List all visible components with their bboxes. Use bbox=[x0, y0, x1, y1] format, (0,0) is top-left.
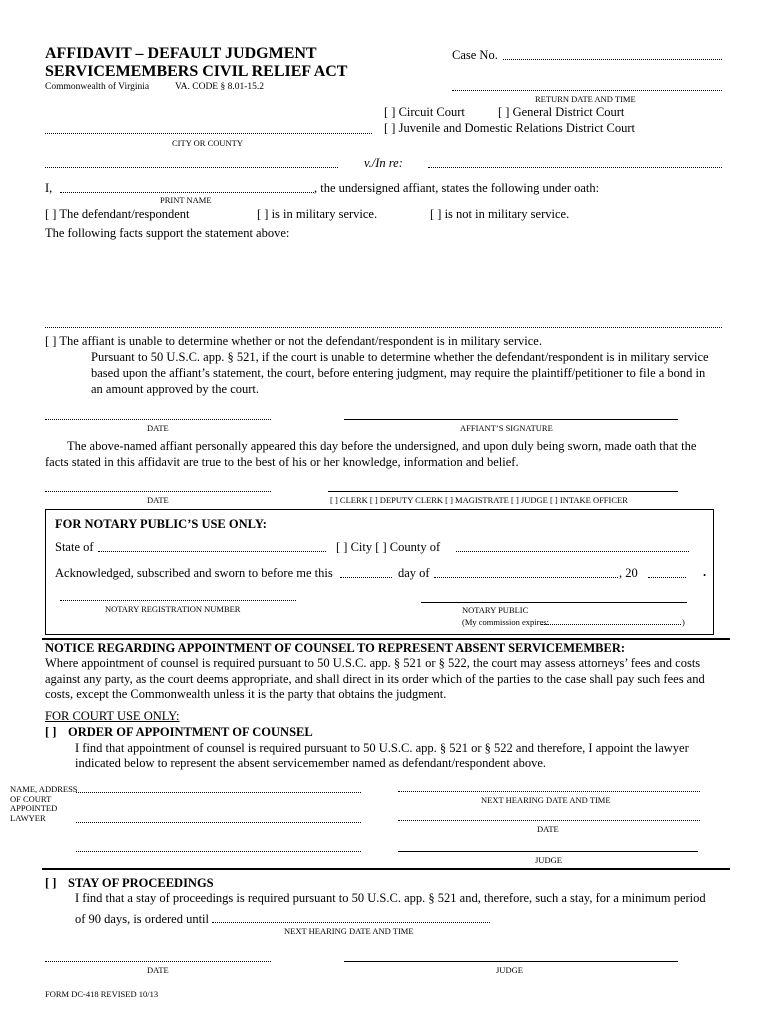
sworn-text-line1: The above-named affiant personally appeared this day before the undersigned, and upon duly being sworn, made oath that the bbox=[67, 439, 697, 453]
order-checkbox[interactable]: [ ] bbox=[45, 725, 57, 739]
affiant-signature-label: AFFIANT’S SIGNATURE bbox=[460, 423, 553, 433]
general-district-court-checkbox[interactable]: [ ] General District Court bbox=[498, 105, 625, 119]
commission-expires-field[interactable] bbox=[541, 624, 681, 625]
pursuant-text-line3: an amount approved by the court. bbox=[91, 382, 260, 396]
not-in-military-checkbox[interactable]: [ ] is not in military service. bbox=[430, 207, 570, 221]
day-of-label: day of bbox=[398, 566, 430, 580]
pursuant-text-line1: Pursuant to 50 U.S.C. app. § 521, if the court is unable to determine whether the defendant/respondent is in military service bbox=[91, 350, 709, 364]
notice-line3: costs, except the Commonwealth unless it is the party that obtains the judgment. bbox=[45, 687, 447, 701]
officer-signature-field[interactable] bbox=[328, 491, 678, 492]
return-date-label: RETURN DATE AND TIME bbox=[535, 94, 636, 104]
notary-public-label: NOTARY PUBLIC bbox=[462, 605, 529, 615]
facts-field[interactable] bbox=[45, 327, 722, 328]
pursuant-text-line2: based upon the affiant’s statement, the court, before entering judgment, may require the plaintiff/petitioner to file a bond in bbox=[91, 366, 706, 380]
court-use-heading: FOR COURT USE ONLY: bbox=[45, 709, 180, 723]
stay-line1: I find that a stay of proceedings is required pursuant to 50 U.S.C. app. § 521 and, therefore, such a stay, for a minimum period bbox=[75, 891, 706, 905]
notary-registration-field[interactable] bbox=[60, 600, 296, 601]
next-hearing-label: NEXT HEARING DATE AND TIME bbox=[481, 795, 611, 805]
form-title-line2: SERVICEMEMBERS CIVIL RELIEF ACT bbox=[45, 63, 348, 80]
city-county-field[interactable] bbox=[45, 133, 372, 134]
commission-close: ) bbox=[682, 617, 685, 627]
order-judge-label: JUDGE bbox=[535, 855, 562, 865]
vs-label: v./In re: bbox=[364, 156, 403, 170]
affidavit-date-field[interactable] bbox=[45, 419, 271, 420]
notary-signature-field[interactable] bbox=[421, 602, 687, 603]
sworn-date-label: DATE bbox=[147, 495, 169, 505]
officer-options[interactable]: [ ] CLERK [ ] DEPUTY CLERK [ ] MAGISTRATE [ ] JUDGE [ ] INTAKE OFFICER bbox=[330, 495, 628, 505]
affiant-statement: , the undersigned affiant, states the following under oath: bbox=[314, 181, 600, 195]
defendant-respondent-checkbox[interactable]: [ ] The defendant/respondent bbox=[45, 207, 190, 221]
order-line1: I find that appointment of counsel is required pursuant to 50 U.S.C. app. § 521 or § 522 and therefore, I appoint the lawyer bbox=[75, 741, 689, 755]
order-judge-signature-field[interactable] bbox=[398, 851, 698, 852]
city-county-label: CITY OR COUNTY bbox=[172, 138, 243, 148]
stay-judge-signature-field[interactable] bbox=[344, 961, 678, 962]
form-title-line1: AFFIDAVIT – DEFAULT JUDGMENT bbox=[45, 45, 317, 62]
notice-heading: NOTICE REGARDING APPOINTMENT OF COUNSEL TO REPRESENT ABSENT SERVICEMEMBER: bbox=[45, 641, 626, 655]
county-field[interactable] bbox=[456, 551, 689, 552]
plaintiff-field[interactable] bbox=[45, 167, 338, 168]
year-field[interactable] bbox=[648, 577, 686, 578]
notice-line1: Where appointment of counsel is required pursuant to 50 U.S.C. app. § 521 or § 522, the court may assess attorneys’ fees and costs bbox=[45, 656, 701, 670]
order-heading: ORDER OF APPOINTMENT OF COUNSEL bbox=[68, 725, 313, 739]
stay-judge-label: JUDGE bbox=[496, 965, 523, 975]
in-military-checkbox[interactable]: [ ] is in military service. bbox=[257, 207, 378, 221]
day-field[interactable] bbox=[340, 577, 392, 578]
affidavit-date-label: DATE bbox=[147, 423, 169, 433]
commission-label: (My commission expires: bbox=[462, 617, 549, 627]
unable-determine-checkbox[interactable]: [ ] The affiant is unable to determine whether or not the defendant/respondent is in military service. bbox=[45, 334, 542, 348]
notice-divider bbox=[42, 638, 730, 640]
case-no-field[interactable] bbox=[503, 59, 722, 60]
period-mark: . bbox=[703, 565, 707, 579]
juvenile-court-checkbox[interactable]: [ ] Juvenile and Domestic Relations District Court bbox=[384, 121, 635, 135]
order-line2: indicated below to represent the absent servicemember named as defendant/respondent above. bbox=[75, 756, 546, 770]
stay-divider bbox=[42, 868, 730, 870]
year-prefix-label: , 20 bbox=[619, 566, 638, 580]
lawyer-address-field-2[interactable] bbox=[76, 851, 361, 852]
stay-line2: of 90 days, is ordered until bbox=[75, 912, 210, 926]
stay-until-field[interactable] bbox=[212, 922, 490, 923]
city-county-checkbox[interactable]: [ ] City [ ] County of bbox=[336, 540, 441, 554]
order-date-field[interactable] bbox=[398, 820, 700, 821]
state-of-label: State of bbox=[55, 540, 94, 554]
sworn-date-field[interactable] bbox=[45, 491, 271, 492]
circuit-court-checkbox[interactable]: [ ] Circuit Court bbox=[384, 105, 465, 119]
lawyer-address-field[interactable] bbox=[76, 822, 361, 823]
facts-support-label: The following facts support the statement above: bbox=[45, 226, 290, 240]
lawyer-label: NAME, ADDRESS OF COURT APPOINTED LAWYER bbox=[10, 784, 78, 823]
lawyer-name-field[interactable] bbox=[76, 792, 361, 793]
va-code-label: VA. CODE § 8.01-15.2 bbox=[175, 82, 265, 92]
affiant-name-field[interactable] bbox=[60, 192, 314, 193]
month-field[interactable] bbox=[434, 577, 618, 578]
notice-line2: against any party, as the court deems appropriate, and shall direct in its order which of the parties to the case shall pay such fees and bbox=[45, 672, 705, 686]
stay-heading: STAY OF PROCEEDINGS bbox=[68, 876, 214, 890]
state-field[interactable] bbox=[98, 551, 326, 552]
next-hearing-field[interactable] bbox=[398, 791, 700, 792]
acknowledged-label: Acknowledged, subscribed and sworn to before me this bbox=[55, 566, 333, 580]
defendant-field[interactable] bbox=[428, 167, 722, 168]
order-date-label: DATE bbox=[537, 824, 559, 834]
sworn-text-line2: facts stated in this affidavit are true to the best of his or her knowledge, information and belief. bbox=[45, 455, 519, 469]
print-name-label: PRINT NAME bbox=[160, 195, 212, 205]
notary-registration-label: NOTARY REGISTRATION NUMBER bbox=[105, 604, 241, 614]
affiant-signature-field[interactable] bbox=[344, 419, 678, 420]
return-date-field[interactable] bbox=[452, 90, 722, 91]
i-label: I, bbox=[45, 181, 53, 195]
notary-heading: FOR NOTARY PUBLIC’S USE ONLY: bbox=[55, 517, 267, 531]
stay-checkbox[interactable]: [ ] bbox=[45, 876, 57, 890]
form-id: FORM DC-418 REVISED 10/13 bbox=[45, 989, 159, 999]
commonwealth-label: Commonwealth of Virginia bbox=[45, 82, 150, 92]
stay-date-label: DATE bbox=[147, 965, 169, 975]
case-no-label: Case No. bbox=[452, 48, 498, 62]
stay-date-field[interactable] bbox=[45, 961, 271, 962]
stay-next-hearing-label: NEXT HEARING DATE AND TIME bbox=[284, 926, 414, 936]
